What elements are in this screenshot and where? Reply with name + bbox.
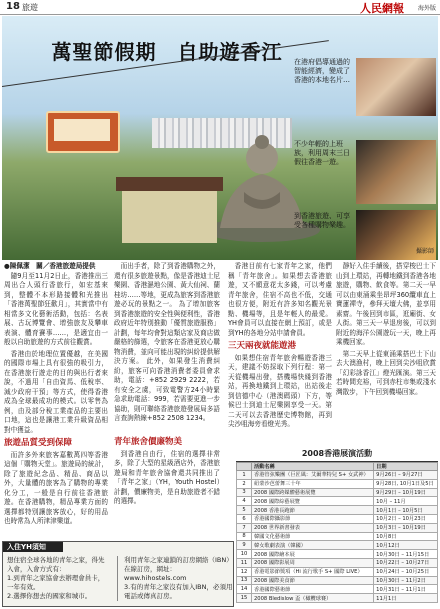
table-row: [237, 471, 438, 480]
table-row: [237, 541, 438, 550]
table-cell: 香港電影節獎項（Hi 流行歌手 S+ 國際 LIVE）: [252, 567, 374, 576]
table-cell: 紐蒙沙芭蕾舞三十年: [252, 479, 374, 488]
section-label: 旅遊: [22, 3, 38, 12]
table-row: [237, 497, 438, 506]
table-cell: 10月1日 – 10月5日: [374, 506, 438, 515]
table-cell: 10月 – 11月: [374, 497, 438, 506]
paragraph: 而許多外來旅客嘉數萬四等香港這個「購物天堂」。旅遊局的統計，除了旅遊紀念品、精品、商品以外，大量體的旅客為了購物的專業化分工，一般是自行前往香港旅遊。在香港購物，精品專業方面的選擇都特別讓旅客放心，好的用品也時常為人所津津樂道。: [4, 450, 108, 525]
edition-label: 海外版: [417, 5, 436, 12]
table-cell: 10月31日 – 11月1日: [374, 585, 438, 594]
table-cell: 2008 國際綜藝展覽: [252, 497, 374, 506]
paragraph: 香港由於地理位置優越，在美國的國際市場上具有很強的吸引力，在香港旅行遊走的目的與出行者來說，不過用「自由資馬、低稅率、減少政府干預」等方式，使得香港成為全球最成功的模式。以零售為例，由及部分稅工業產品的主要出口地，這也是讓港工業升級資品相對中獲益。: [4, 349, 108, 434]
paragraph: 香港目前有七家青年之家，他們稱「青年旅舍」。如果想去香港旅遊，又不願意花太多錢，可以考慮青年旅舍，住宿不高也不低，交通也很方便，附近有許多知名觀光景點、機場等，且是年輕人的最愛。YH會員可以直接在網上預訂，或是到YH的各地分站申請會員。: [228, 262, 332, 337]
column-4: [336, 262, 436, 444]
table-cell: 香港國際攝影節: [252, 514, 374, 523]
photo-credit: 攝影師: [416, 248, 435, 255]
temple-gate-image: [122, 191, 217, 243]
table-row: [237, 523, 438, 532]
table-cell: 12: [237, 567, 252, 576]
table-cell: 2008 國際影展周: [252, 558, 374, 567]
table-row: [237, 550, 438, 559]
table-cell: 10月30日 – 11月15日: [374, 550, 438, 559]
table-cell: 香港國際藝術節: [252, 585, 374, 594]
tourist-photo-2: [356, 140, 436, 204]
table-row: [237, 576, 438, 585]
paragraph: 第二天早上從東涌乘搭巴士下山去大澳漁村，晚上回到尖沙咀欣賞「幻彩詠香江」燈光匯演。第三天若時間充裕，可到赤柱市集或淺水灣散步，下午回到機場回家。: [336, 349, 436, 396]
column-2: [114, 262, 220, 442]
table-cell: 9月29日 – 10月19日: [374, 488, 438, 497]
events-table-title: 2008香港展演活動: [236, 448, 438, 462]
table-row: [237, 514, 438, 523]
table-cell: 2008 國際跨媒體藝術展覽: [252, 488, 374, 497]
table-row: [237, 479, 438, 488]
table-cell: 10月22日 – 10月27日: [374, 558, 438, 567]
table-row: [237, 558, 438, 567]
info-box-right: 利用青年之家連鎖的訂房網絡（IBN）在線訂房，網址：www.hihostels.com 3.有的青年之家沒有加入IBN，必須用電話或傳真訂房。: [117, 556, 238, 601]
subheading: 旅遊品質受到保障: [4, 438, 73, 448]
table-row: [237, 488, 438, 497]
table-cell: 13: [237, 576, 252, 585]
caption-2: 不少年輕的上班族，利用周末三日假往香港一遊。: [294, 140, 350, 166]
cable-car-image: [46, 111, 120, 153]
table-cell: 韓女歌劇表演（韓國）: [252, 541, 374, 550]
paragraph: 到香港自由行，住宿的選擇非常多，除了大型的星級酒店外，香港旅遊局和青年旅舍協會還共同推出了「青年之家」（YH，Youth Hostel）計劃，價廉物美，是自助旅遊者不錯的選擇。: [114, 449, 220, 505]
table-cell: 韓國文化藝術節: [252, 532, 374, 541]
paragraph: 靜好入住手續後，搭穿梭巴士下山到上環站，再轉地鐵到香港各地旅遊，購物、飲食等。第二天一早可以由東涌乘坐昂坪360纜車直上寶蓮禪寺，參拜天壇大佛，並享用素齋。午後回到市區，逛廟街、女人街。第三天一早退房後，可以到附近的海洋公園遊玩一天，晚上再乘機回家。: [336, 262, 436, 346]
subheading: 三天兩夜就能遊港: [228, 341, 297, 351]
column-3: [228, 262, 332, 442]
table-cell: 4: [237, 497, 252, 506]
table-row: [237, 506, 438, 515]
newspaper-masthead: 人民網報: [360, 2, 404, 15]
table-cell: 10月30日 – 11月2日: [374, 576, 438, 585]
paragraph: 隨9月至11月2日止，香港推出三周出合人頭行香旅行，如宏基來到，整體不本形路接體和光推出「香港萬聖節狂歡月」，其實當中有相當多文化藝術活動，包括：名表展、古玩博覽會、增強旅友及攀車表演、體育賽事……，是適宜由一般以自助旅遊的方式前往觀賞。: [4, 271, 108, 346]
table-cell: 10: [237, 550, 252, 559]
table-row: [237, 585, 438, 594]
paragraph: 如果想住宿青年旅舍暢遊香港三天，建議不妨採取下列行程：第一天從機場出發，搭機場快綫到香港站，再換地鐵到上環站，出站後走到信德中心（港澳碼頭）下方，等候巴士到迪士尼樂園享受一天。第二天可以去香港歷史博物館，再到尖沙咀海旁看燈光秀。: [228, 353, 332, 428]
hero-photo-collage: [2, 16, 438, 260]
events-table: [236, 462, 438, 603]
yh-info-box: [2, 541, 234, 607]
table-cell: 10月8日: [374, 532, 438, 541]
table-cell: 7: [237, 523, 252, 532]
headline: 萬聖節假期 自助遊香江: [51, 40, 283, 64]
column-2-lower: [114, 434, 220, 509]
info-box-left: 想住宿全球各地的青年之家，得先入會，入會方式有： 1.到青年之家協會去辦理會員卡，一年有效。 2.選擇你想去的國家和城市。: [7, 556, 105, 600]
table-cell: 15: [237, 594, 252, 603]
table-row: [237, 567, 438, 576]
table-cell: 2008 香港長跑節: [252, 506, 374, 515]
table-cell: 2008 國際美食節: [252, 576, 374, 585]
table-cell: 9月28日, 10月1日及5日: [374, 479, 438, 488]
table-cell: 9: [237, 541, 252, 550]
paragraph: 而出手者，除了到香港購物之外，還有很多旅遊景點，像是香港迪士尼樂園、香港濕地公園、黃大仙祠、蘭桂坊……等地，更成為旅客到香港旅遊必玩的景點之一。 為了增加旅客到香港旅遊的安全性與便利性，香港政府近年特別推動「優質旅遊服務」計劃，每年均會對這類店家及商店做嚴格的篩選，令旅客在香港更放心購物消費，並向可能出現的糾紛提供解決方案。 此外，如果發生消費糾紛，旅客可向香港消費者委員會求助，電話：+852 2929 2222，若有安全之虞，可致電警方24小時緊急求助電話：999，若需要更進一步協助，則可聯絡香港旅遊發展局多語言查詢熱線+852 2508 1234。: [114, 262, 220, 422]
table-cell: 2008 世界新書發表: [252, 523, 374, 532]
column-header: [237, 463, 252, 471]
table-cell: 6: [237, 514, 252, 523]
tourist-photo-1: [356, 58, 436, 116]
table-cell: 香港管弦樂團（巨匠風：艾爾華特兒 S+ 女武神）: [252, 471, 374, 480]
page-number: 18: [6, 1, 20, 12]
subheading: 青年旅舍價廉物美: [114, 437, 183, 447]
caption-1: 在港府倡導通過的智能經濟，變成了香港的本地名片…: [294, 58, 350, 84]
table-cell: 2: [237, 479, 252, 488]
table-row: [237, 594, 438, 603]
table-header-row: [237, 463, 438, 471]
table-cell: 10月24日 – 10月25日: [374, 567, 438, 576]
table-cell: 10月2日 – 10月23日: [374, 514, 438, 523]
column-header: 活動名稱: [252, 463, 374, 471]
table-cell: 8: [237, 532, 252, 541]
table-cell: 1: [237, 471, 252, 480]
table-cell: 5: [237, 506, 252, 515]
table-cell: 11: [237, 558, 252, 567]
table-cell: 9月26日 – 9月27日: [374, 471, 438, 480]
column-header: 日期: [374, 463, 438, 471]
table-cell: 14: [237, 585, 252, 594]
table-cell: 3: [237, 488, 252, 497]
table-cell: 11月1日: [374, 594, 438, 603]
column-1: [4, 262, 108, 529]
table-row: [237, 532, 438, 541]
caption-3: 到香港旅遊、可享受各種購物樂趣。: [294, 212, 350, 229]
table-cell: 2008 Bledislow 盃（橄欖球賽）: [252, 594, 374, 603]
table-cell: 10月12日: [374, 541, 438, 550]
table-cell: 2008 國際繪本展: [252, 550, 374, 559]
page-header: [0, 0, 440, 15]
table-cell: 10月3日 – 10月19日: [374, 523, 438, 532]
byline: ●陳佩潔 關／香港旅遊局提供: [4, 262, 96, 270]
info-box-title: 入住YH須知: [3, 542, 63, 552]
